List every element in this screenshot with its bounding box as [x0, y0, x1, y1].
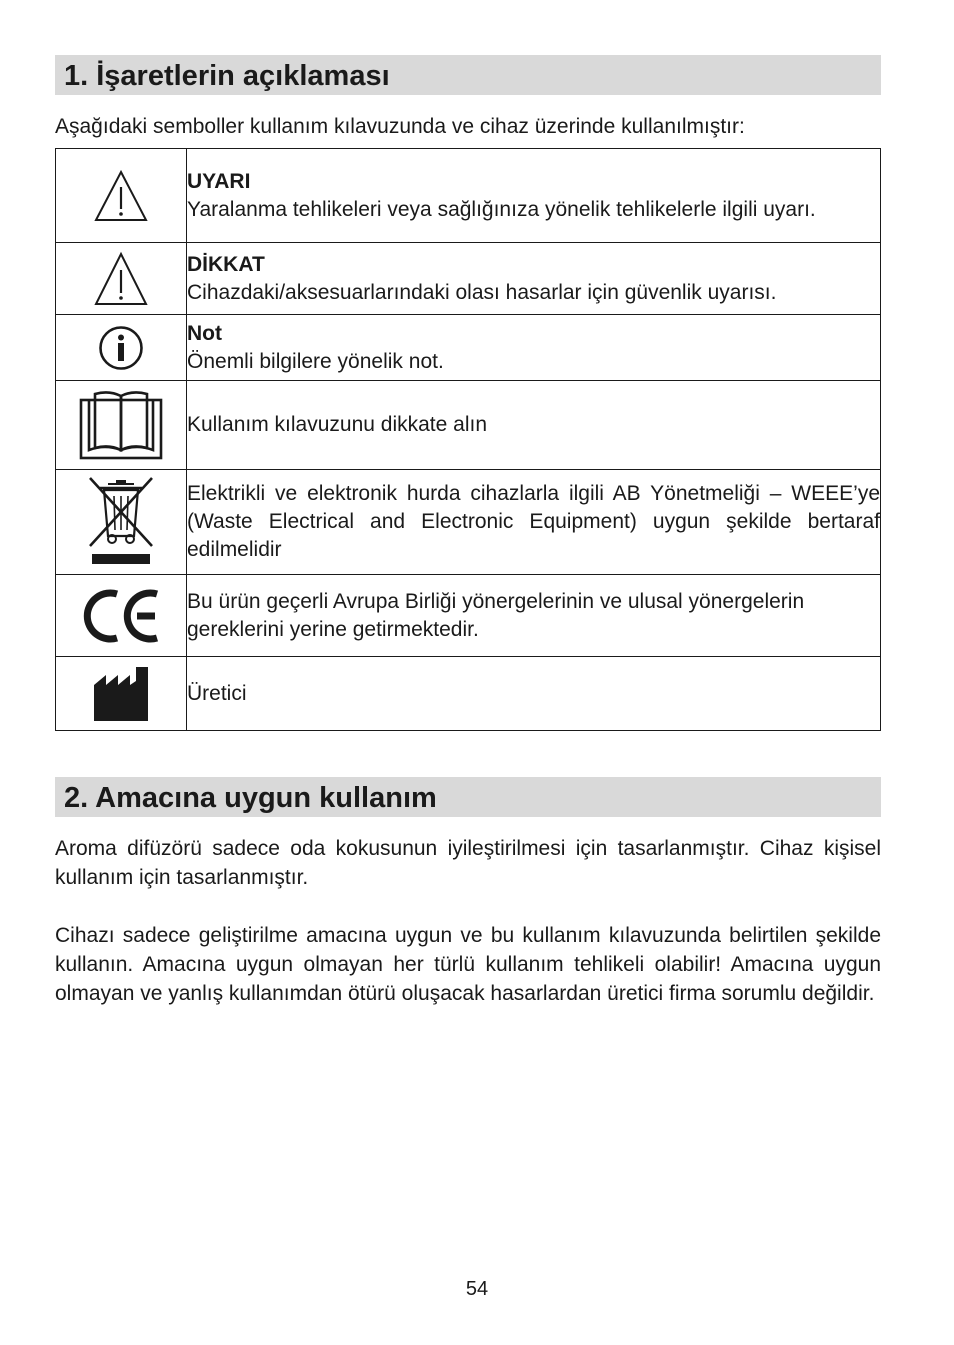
table-row [56, 381, 881, 470]
section-1-intro: Aşağıdaki semboller kullanım kılavuzunda ve cihaz üzerinde kullanılmıştır: [55, 115, 745, 138]
symbol-description: Önemli bilgilere yönelik not. [187, 349, 444, 373]
section-2-title: 2. Amacına uygun kullanım [64, 782, 437, 814]
symbol-description: Bu ürün geçerli Avrupa Birliği yönergelerinin ve ulusal yönergelerin gereklerini yerine getirmektedir. [187, 589, 805, 641]
text-cell [187, 381, 881, 470]
symbol-description: Yaralanma tehlikeleri veya sağlığınıza yönelik tehlikelerle ilgili uyarı. [187, 197, 816, 221]
text-cell [187, 575, 881, 657]
icon-cell [56, 575, 187, 657]
table-row [56, 243, 881, 315]
symbol-title: Not [187, 321, 222, 345]
symbols-table [55, 148, 881, 731]
table-row [56, 575, 881, 657]
section-2-paragraph-2: Cihazı sadece geliştirilme amacına uygun ve bu kullanım kılavuzunda belirtilen şekilde kullanın. Amacına uygun olmayan her türlü kullanım tehlikeli olabilir! Amacına uygun olmayan ve yanlış kullanımdan ötürü oluşacak hasarlardan üretici firma sorumlu değildir. [55, 924, 881, 1005]
symbol-description: Kullanım kılavuzunu dikkate alın [187, 413, 487, 436]
symbol-description: Elektrikli ve elektronik hurda cihazlarla ilgili AB Yönetmeliği – WEEE’ye (Waste Electrical and Electronic Equipment) uygun şekilde bertaraf edilmelidir [187, 482, 880, 561]
text-cell [187, 470, 881, 575]
symbol-description: Cihazdaki/aksesuarlarındaki olası hasarlar için güvenlik uyarısı. [187, 280, 777, 304]
icon-cell [56, 315, 187, 381]
table-row [56, 470, 881, 575]
table-row [56, 149, 881, 243]
info-icon [56, 325, 186, 371]
section-1-header [55, 55, 881, 95]
icon-cell [56, 149, 187, 243]
text-cell [187, 243, 881, 315]
caution-triangle-icon [56, 251, 186, 307]
ce-mark-icon [56, 588, 186, 644]
icon-cell [56, 243, 187, 315]
warning-triangle-icon [56, 169, 186, 223]
icon-cell [56, 381, 187, 470]
icon-cell [56, 470, 187, 575]
text-cell [187, 149, 881, 243]
symbol-title: UYARI [187, 169, 251, 193]
manual-book-icon [56, 390, 186, 460]
section-1-title: 1. İşaretlerin açıklaması [64, 60, 390, 92]
symbol-description: Üretici [187, 681, 247, 705]
manufacturer-icon [56, 665, 186, 723]
page-number: 54 [465, 1278, 489, 1300]
weee-bin-icon [56, 476, 186, 568]
section-2-header [55, 777, 881, 817]
symbol-title: DİKKAT [187, 252, 265, 276]
section-2-paragraph-1: Aroma difüzörü sadece oda kokusunun iyileştirilmesi için tasarlanmıştır. Cihaz kişisel kullanım için tasarlanmıştır. [55, 837, 881, 889]
text-cell [187, 315, 881, 381]
icon-cell [56, 657, 187, 731]
text-cell [187, 657, 881, 731]
table-row [56, 315, 881, 381]
table-row [56, 657, 881, 731]
